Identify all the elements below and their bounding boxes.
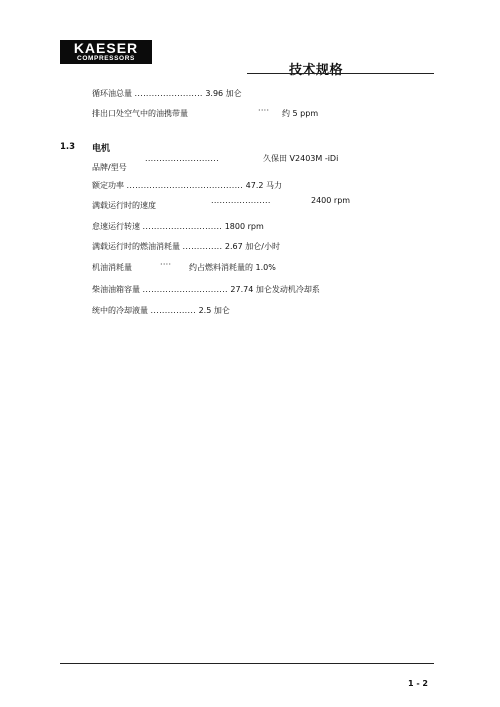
leader-dots: .........................................: [126, 181, 244, 190]
spec-row-idle-speed: [92, 222, 264, 232]
spec-row-oil-carryover: [92, 109, 188, 119]
spec-label: 统中的冷却液量: [92, 306, 148, 315]
spec-value: 1800 rpm: [224, 222, 264, 231]
spec-row-rated-power: [92, 181, 282, 191]
leader-dots: ..............: [182, 242, 223, 251]
page-number: 1 - 2: [407, 679, 428, 688]
spec-value: 约 5 ppm: [282, 109, 319, 118]
spec-row-oil-total: [92, 89, 242, 99]
spec-label: 怠速运行转速: [92, 222, 140, 231]
spec-value: 约占燃料消耗量的 1.0%: [189, 263, 276, 272]
spec-row-diesel-tank: [92, 285, 320, 295]
page-title: 技术规格: [288, 63, 343, 78]
header-divider: [247, 73, 434, 74]
spec-row-brand-model: [92, 163, 127, 173]
leader-dots: ····: [258, 106, 270, 115]
leader-dots: ........................: [134, 89, 203, 98]
spec-label: 机油消耗量: [92, 263, 132, 272]
leader-dots: ................: [150, 306, 197, 315]
leader-dots: ..............................: [142, 285, 228, 294]
kaeser-logo: [60, 40, 152, 64]
spec-label: 品牌/型号: [92, 163, 127, 172]
section-title: 电机: [92, 144, 111, 154]
spec-value: 2400 rpm: [311, 196, 351, 205]
spec-row-full-load-speed: [92, 201, 156, 211]
spec-value: 久保田 V2403M -iDi: [263, 154, 339, 163]
leader-dots: .....................: [211, 196, 271, 205]
leader-dots: ..........................: [145, 154, 219, 163]
spec-label: 满载运行时的速度: [92, 201, 156, 210]
spec-value: 2.67 加仑/小时: [224, 242, 280, 251]
logo-wordmark: KAESER: [73, 40, 139, 56]
footer-divider: [60, 663, 434, 664]
spec-label: 柴油油箱容量: [92, 285, 140, 294]
spec-label: 额定功率: [92, 181, 124, 190]
spec-row-coolant: [92, 306, 230, 316]
spec-label: 满载运行时的燃油消耗量: [92, 242, 180, 251]
spec-label: 排出口处空气中的油携带量: [92, 109, 188, 118]
spec-value: 3.96 加仑: [205, 89, 242, 98]
spec-row-oil-consumption: [92, 263, 132, 273]
spec-value: 2.5 加仑: [198, 306, 230, 315]
leader-dots: ····: [160, 260, 172, 269]
spec-row-fuel-consumption: [92, 242, 280, 252]
logo-subtitle: COMPRESSORS: [77, 55, 135, 62]
section-number: 1.3: [60, 142, 76, 152]
leader-dots: ............................: [142, 222, 223, 231]
spec-value: 27.74 加仑发动机冷却系: [230, 285, 320, 294]
spec-value: 47.2 马力: [245, 181, 283, 190]
spec-label: 循环油总量: [92, 89, 132, 98]
